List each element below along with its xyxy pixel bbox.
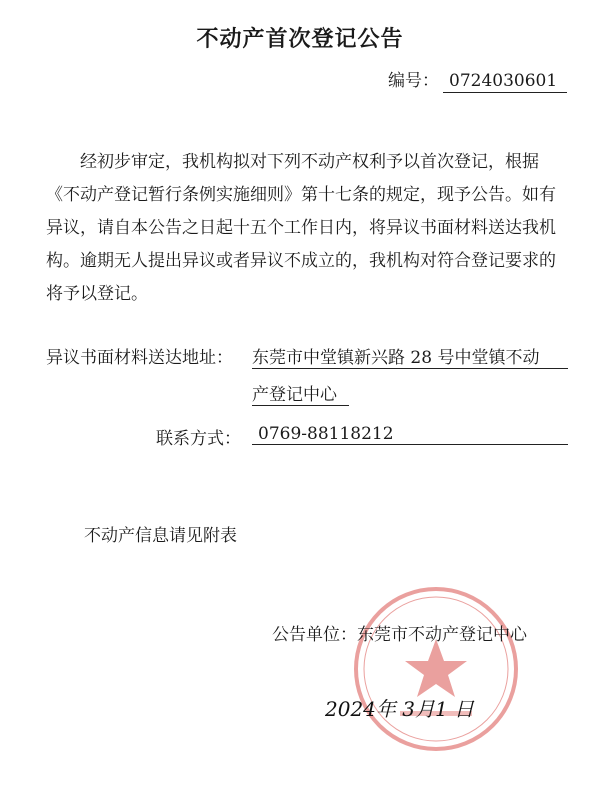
document-number: [388, 66, 567, 93]
page-title: 不动产首次登记公告: [196, 26, 404, 52]
address-label: 异议书面材料送达地址：: [46, 348, 233, 368]
address-line-2: 产登记中心: [252, 380, 349, 406]
official-seal: [350, 583, 522, 755]
issuer-label: 公告单位：: [272, 625, 357, 645]
document-number-label: 编号：: [388, 71, 439, 91]
notice-body: [46, 146, 572, 311]
attachment-note: 不动产信息请见附表: [84, 526, 237, 546]
contact-label: 联系方式：: [156, 429, 241, 449]
issuer-name: 东莞市不动产登记中心: [357, 625, 527, 645]
contact-phone: 0769-88118212: [258, 424, 394, 444]
document-number-value: 0724030601: [443, 71, 567, 93]
handwritten-date: 2024年 3月1 日: [325, 697, 475, 721]
seal-star-icon: [405, 639, 467, 697]
issuer: [272, 620, 527, 645]
contact-value: [252, 424, 568, 445]
address-line-1: 东莞市中堂镇新兴路 28 号中堂镇不动: [252, 343, 568, 369]
notice-body-text: 经初步审定，我机构拟对下列不动产权利予以首次登记，根据《不动产登记暂行条例实施细则》第十七条的规定，现予公告。如有异议，请自本公告之日起十五个工作日内，将异议书面材料送达我机构。逾期无人提出异议或者异议不成立的，我机构对符合登记要求的将予以登记。: [46, 152, 556, 304]
